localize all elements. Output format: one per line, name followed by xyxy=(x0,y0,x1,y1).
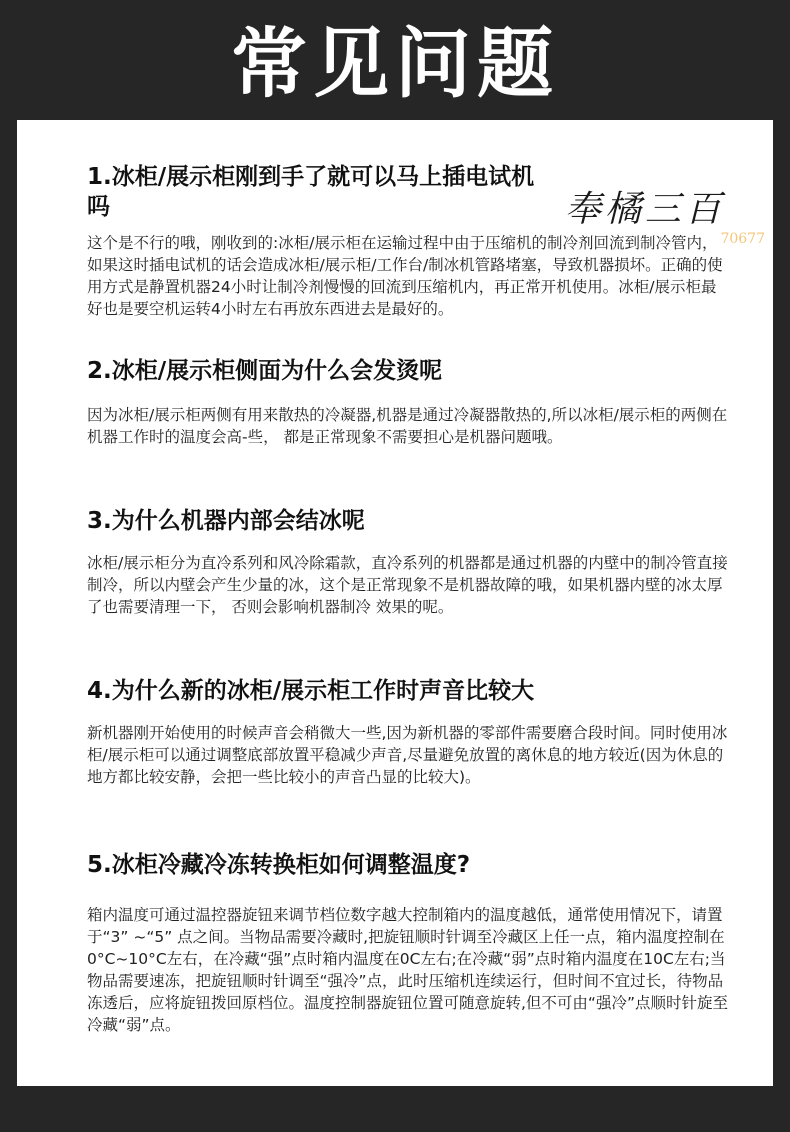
page-title: 常见问题 xyxy=(231,19,559,108)
faq-answer-1: 这个是不行的哦，刚收到的:冰柜/展示柜在运输过程中由于压缩机的制冷剂回流到制冷管内，如果这时插电试机的话会造成冰柜/展示柜/工作台/制冰机管路堵塞，导致机器损坏。正确的使用方式是静置机器24小时让制冷剂慢慢的回流到压缩机内，再正常开机使用。冰柜/展示柜最好也是要空机运转4小时左右再放东西进去是最好的。 xyxy=(87,234,723,318)
watermark-sub: 70677 xyxy=(720,231,765,247)
faq-answer-4: 新机器刚开始使用的时候声音会稍微大一些,因为新机器的零部件需要磨合段时间。同时使用冰柜/展示柜可以通过调整底部放置平稳减少声音,尽量避免放置的离休息的地方较近(因为休息的地方都比较安静，会把一些比较小的声音凸显的比较大)。 xyxy=(87,724,728,786)
faq-question-1: 1.冰柜/展示柜刚到手了就可以马上插电试机吗 xyxy=(87,164,535,220)
faq-answer-3: 冰柜/展示柜分为直冷系列和风冷除霜款，直冷系列的机器都是通过机器的内壁中的制冷管直接制冷，所以内壁会产生少量的冰，这个是正常现象不是机器故障的哦，如果机器内壁的冰太厚了也需要清理一下， 否则会影响机器制冷 效果的呢。 xyxy=(87,554,728,616)
faq-question-5: 5.冰柜冷藏冷冻转换柜如何调整温度? xyxy=(87,852,471,878)
faq-answer-5: 箱内温度可通过温控器旋钮来调节档位数字越大控制箱内的温度越低，通常使用情况下，请置于“3” ~“5” 点之间。当物品需要冷藏时,把旋钮顺时针调至冷藏区上任一点，箱内温度控制在0°C~10°C左右，在冷藏“强”点时箱内温度在0C左右;在冷藏“弱”点时箱内温度在10C左右;当物品需要速冻，把旋钮顺时针调至“强冷”点，此时压缩机连续运行，但时间不宜过长，待物品冻透后，应将旋钮拨回原档位。温度控制器旋钮位置可随意旋转,但不可由“强冷”点顺时针旋至冷藏“弱”点。 xyxy=(87,906,728,1034)
faq-panel xyxy=(17,120,773,1086)
faq-question-4: 4.为什么新的冰柜/展示柜工作时声音比较大 xyxy=(87,678,535,704)
faq-question-2: 2.冰柜/展示柜侧面为什么会发烫呢 xyxy=(87,358,443,384)
faq-answer-2: 因为冰柜/展示柜两侧有用来散热的冷凝器,机器是通过冷凝器散热的,所以冰柜/展示柜的两侧在机器工作时的温度会高-些， 都是正常现象不需要担心是机器问题哦。 xyxy=(87,406,728,446)
faq-question-3: 3.为什么机器内部会结冰呢 xyxy=(87,508,365,534)
watermark-name: 奉橘三百 xyxy=(565,189,726,230)
